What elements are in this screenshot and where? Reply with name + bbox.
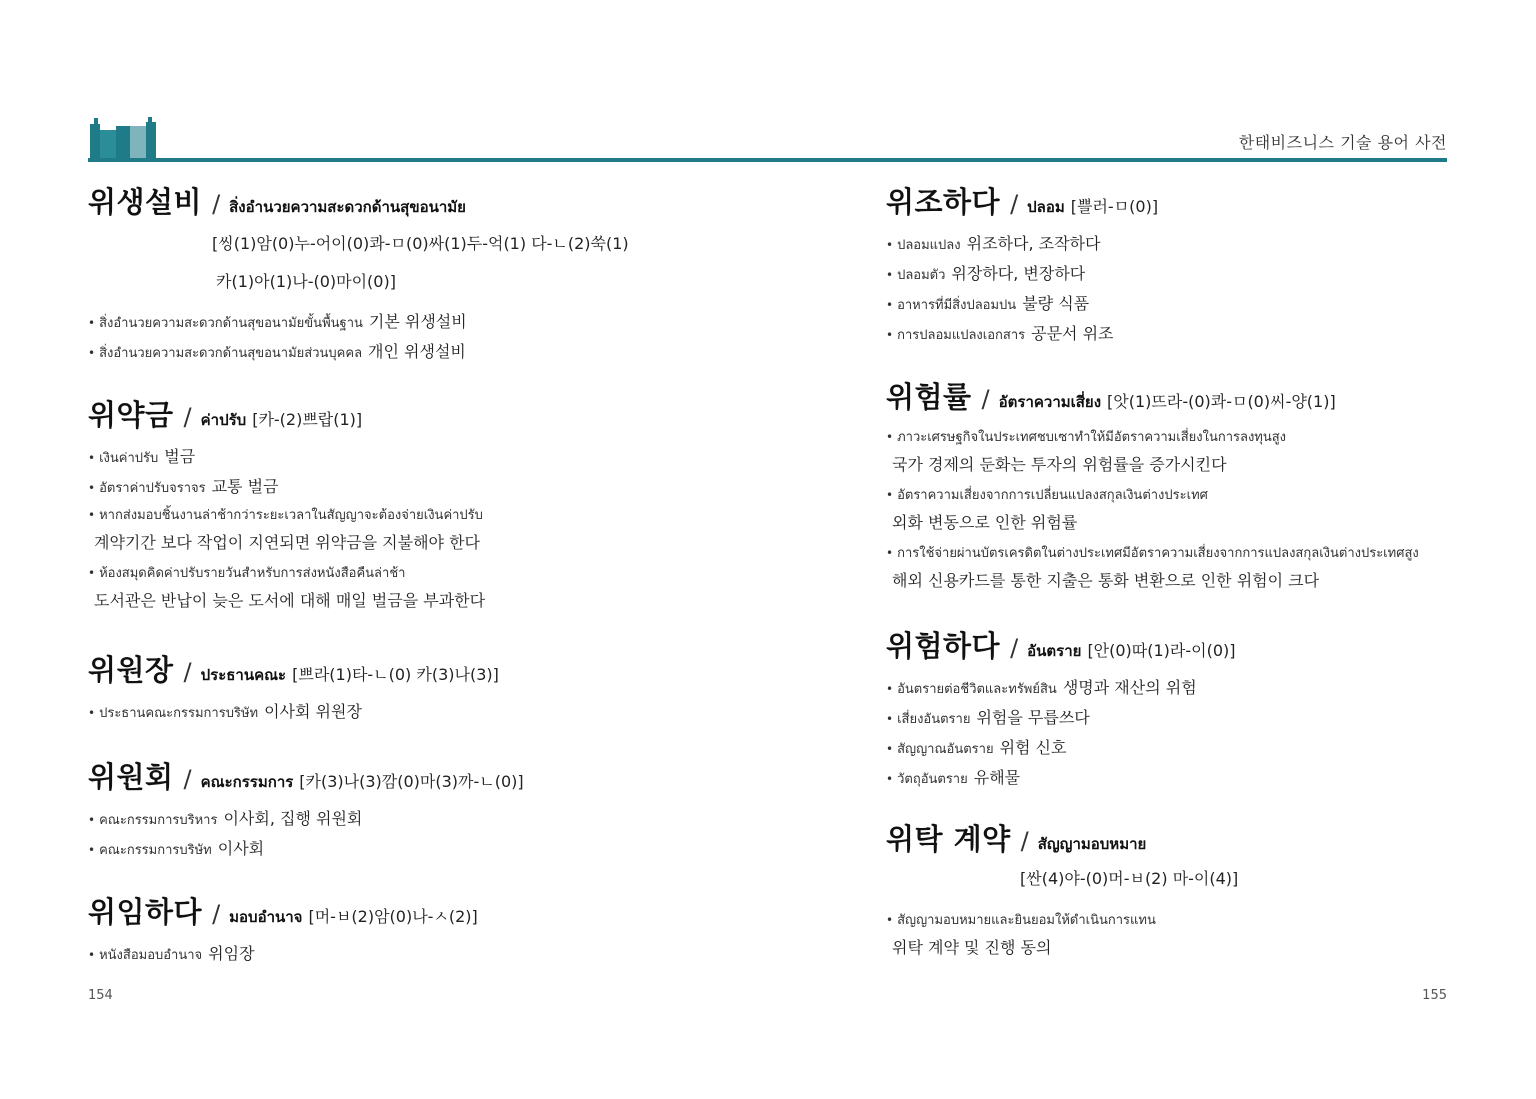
headword: 위생설비 xyxy=(88,185,203,219)
example-korean: 도서관은 반납이 늦은 도서에 대해 매일 벌금을 부과한다 xyxy=(94,591,486,610)
entry-head xyxy=(88,648,768,689)
example-thai: ประธานคณะกรรมการบริษัท xyxy=(99,706,259,721)
example-item: • ประธานคณะกรรมการบริษัท 이사회 위원장 xyxy=(88,699,768,729)
thai-term: มอบอำนาจ xyxy=(229,908,303,926)
example-item: • อัตราความเสี่ยงจากการเปลี่ยนแปลงสกุลเงินต่างประเทศ 외화 변동으로 인한 위험률 xyxy=(886,484,1486,542)
example-korean: 불량 식품 xyxy=(1022,294,1090,313)
example-korean: 위임장 xyxy=(208,944,255,963)
entry-wiyakgeum xyxy=(88,393,768,620)
example-item: • ห้องสมุดคิดค่าปรับรายวันสำหรับการส่งหนังสือคืนล่าช้า 도서관은 반납이 늦은 도서에 대해 매일 벌금을 부과한다 xyxy=(88,562,768,620)
example-thai: ภาวะเศรษฐกิจในประเทศชบเซาทำให้มีอัตราความเสี่ยงในการลงทุนสูง xyxy=(897,430,1287,445)
example-korean: 이사회, 집행 위원회 xyxy=(223,809,363,828)
entry-head xyxy=(886,817,1486,858)
slash-separator: / xyxy=(1020,827,1029,855)
example-item: • ปลอมตัว 위장하다, 변장하다 xyxy=(886,261,1486,291)
example-thai: หากส่งมอบชิ้นงานล่าช้ากว่าระยะเวลาในสัญญาจะต้องจ่ายเงินค่าปรับ xyxy=(99,508,483,523)
example-item: • สิ่งอำนวยความสะดวกด้านสุขอนามัยส่วนบุคคล 개인 위생설비 xyxy=(88,339,768,369)
thai-term: ปลอม xyxy=(1027,198,1065,216)
example-thai: คณะกรรมการบริหาร xyxy=(99,813,218,828)
slash-separator: / xyxy=(1010,634,1019,662)
header-rule xyxy=(88,158,1447,162)
example-korean: 위험 신호 xyxy=(999,738,1067,757)
entry-wiwonhoe xyxy=(88,755,768,866)
entry-head xyxy=(886,180,1486,221)
thai-term: คณะกรรมการ xyxy=(200,773,294,791)
example-item: • สิ่งอำนวยความสะดวกด้านสุขอนามัยขั้นพื้นฐาน 기본 위생설비 xyxy=(88,309,768,339)
pronunciation: [카-(2)쁘랍(1)] xyxy=(252,410,363,429)
example-item: • สัญญามอบหมายและยินยอมให้ดำเนินการแทน 위탁 계약 및 진행 동의 xyxy=(886,909,1486,967)
slash-separator: / xyxy=(981,385,990,413)
example-thai: สิ่งอำนวยความสะดวกด้านสุขอนามัยขั้นพื้นฐาน xyxy=(99,316,363,331)
example-item: • การปลอมแปลงเอกสาร 공문서 위조 xyxy=(886,321,1486,351)
thai-term: ประธานคณะ xyxy=(200,666,287,684)
example-korean: 교통 벌금 xyxy=(211,477,279,496)
example-korean: 국가 경제의 둔화는 투자의 위험률을 증가시킨다 xyxy=(892,455,1227,474)
headword: 위탁 계약 xyxy=(886,822,1011,856)
example-korean: 위탁 계약 및 진행 동의 xyxy=(892,938,1052,957)
example-item: • การใช้จ่ายผ่านบัตรเครดิตในต่างประเทศมีอัตราความเสี่ยงจากการแปลงสกุลเงินต่างประเทศสูง 해외 신용카드를 통한 지출은 통화 변환으로 인한 위험이 크다 xyxy=(886,542,1486,600)
right-column xyxy=(886,180,1486,967)
thai-term: สัญญามอบหมาย xyxy=(1037,835,1147,853)
entry-head xyxy=(886,624,1486,665)
example-korean: 벌금 xyxy=(164,447,196,466)
pronunciation-continued: 카(1)아(1)나-(0)마이(0)] xyxy=(216,272,396,291)
page-number-right: 155 xyxy=(1422,988,1447,1003)
thai-term: อันตราย xyxy=(1027,642,1082,660)
entry-wiimhada xyxy=(88,890,768,971)
example-thai: สัญญามอบหมายและยินยอมให้ดำเนินการแทน xyxy=(897,913,1156,928)
headword: 위조하다 xyxy=(886,185,1001,219)
thai-term: ค่าปรับ xyxy=(200,411,247,429)
entry-head xyxy=(88,393,768,434)
example-item: • สัญญาณอันตราย 위험 신호 xyxy=(886,735,1486,765)
example-item: • อาหารที่มีสิ่งปลอมปน 불량 식품 xyxy=(886,291,1486,321)
page-number-left: 154 xyxy=(88,988,113,1003)
headword: 위험률 xyxy=(886,380,972,414)
example-thai: เสี่ยงอันตราย xyxy=(897,712,971,727)
example-item: • เสี่ยงอันตราย 위험을 무릅쓰다 xyxy=(886,705,1486,735)
pronunciation: [쁠러-ㅁ(0)] xyxy=(1070,197,1159,216)
page-header xyxy=(88,116,1447,164)
headword: 위원장 xyxy=(88,653,174,687)
example-korean: 외화 변동으로 인한 위험률 xyxy=(892,513,1078,532)
example-thai: อัตราค่าปรับจราจร xyxy=(99,481,206,496)
thai-term: อัตราความเสี่ยง xyxy=(998,393,1102,411)
example-thai: วัตถุอันตราย xyxy=(897,772,968,787)
pronunciation: [싼(4)야-(0)머-ㅂ(2) 마-이(4)] xyxy=(1020,869,1239,888)
example-thai: อัตราความเสี่ยงจากการเปลี่ยนแปลงสกุลเงินต่างประเทศ xyxy=(897,488,1208,503)
example-item: • เงินค่าปรับ 벌금 xyxy=(88,444,768,474)
entry-head xyxy=(886,375,1486,416)
example-item: • อัตราค่าปรับจราจร 교통 벌금 xyxy=(88,474,768,504)
example-thai: อาหารที่มีสิ่งปลอมปน xyxy=(897,298,1017,313)
entry-head xyxy=(88,180,768,221)
entry-wiwonjang xyxy=(88,648,768,729)
example-korean: 해외 신용카드를 통한 지출은 통화 변환으로 인한 위험이 크다 xyxy=(892,571,1320,590)
pronunciation: [씽(1)암(0)누-어이(0)콰-ㅁ(0)싸(1)두-억(1) 다-ㄴ(2)쑥(1) xyxy=(212,234,629,253)
entry-head xyxy=(88,755,768,796)
example-thai: ปลอมแปลง xyxy=(897,238,961,253)
entry-witak-gyeyak xyxy=(886,817,1486,967)
entry-wiheomhada xyxy=(886,624,1486,795)
example-item: • อันตรายต่อชีวิตและทรัพย์สิน 생명과 재산의 위험 xyxy=(886,675,1486,705)
example-korean: 위험을 무릅쓰다 xyxy=(976,708,1090,727)
example-korean: 이사회 위원장 xyxy=(264,702,362,721)
example-thai: ห้องสมุดคิดค่าปรับรายวันสำหรับการส่งหนังสือคืนล่าช้า xyxy=(99,566,406,581)
entry-head xyxy=(88,890,768,931)
example-korean: 생명과 재산의 위험 xyxy=(1062,678,1197,697)
example-item: • ปลอมแปลง 위조하다, 조작하다 xyxy=(886,231,1486,261)
example-item: • ภาวะเศรษฐกิจในประเทศชบเซาทำให้มีอัตราความเสี่ยงในการลงทุนสูง 국가 경제의 둔화는 투자의 위험률을 증가시킨다 xyxy=(886,426,1486,484)
thai-term: สิ่งอำนวยความสะดวกด้านสุขอนามัย xyxy=(229,198,466,216)
pronunciation: [쁘라(1)타-ㄴ(0) 카(3)나(3)] xyxy=(292,665,499,684)
slash-separator: / xyxy=(212,190,221,218)
example-item: • คณะกรรมการบริษัท 이사회 xyxy=(88,836,768,866)
pronunciation: [카(3)나(3)깜(0)마(3)까-ㄴ(0)] xyxy=(299,772,524,791)
example-korean: 계약기간 보다 작업이 지연되면 위약금을 지불해야 한다 xyxy=(94,533,481,552)
entry-wijohada xyxy=(886,180,1486,351)
example-item: • คณะกรรมการบริหาร 이사회, 집행 위원회 xyxy=(88,806,768,836)
example-item: • หากส่งมอบชิ้นงานล่าช้ากว่าระยะเวลาในสัญญาจะต้องจ่ายเงินค่าปรับ 계약기간 보다 작업이 지연되면 위약금을 지불해야 한다 xyxy=(88,504,768,562)
slash-separator: / xyxy=(183,658,192,686)
slash-separator: / xyxy=(183,765,192,793)
slash-separator: / xyxy=(212,900,221,928)
headword: 위임하다 xyxy=(88,895,203,929)
pronunciation: [안(0)따(1)라-이(0)] xyxy=(1087,641,1236,660)
pronunciation: [머-ㅂ(2)암(0)나-ㅅ(2)] xyxy=(308,907,478,926)
example-item: • วัตถุอันตราย 유해물 xyxy=(886,765,1486,795)
example-thai: สิ่งอำนวยความสะดวกด้านสุขอนามัยส่วนบุคคล xyxy=(99,346,363,361)
book-title: 한태비즈니스 기술 용어 사전 xyxy=(1238,133,1447,152)
entry-wiheomnyul xyxy=(886,375,1486,600)
headword: 위험하다 xyxy=(886,629,1001,663)
example-korean: 개인 위생설비 xyxy=(368,342,466,361)
entry-wisaengseolbi xyxy=(88,180,768,369)
example-thai: คณะกรรมการบริษัท xyxy=(99,843,212,858)
example-thai: ปลอมตัว xyxy=(897,268,946,283)
example-korean: 위장하다, 변장하다 xyxy=(951,264,1086,283)
pronunciation: [앗(1)뜨라-(0)콰-ㅁ(0)씨-양(1)] xyxy=(1107,392,1336,411)
headword: 위약금 xyxy=(88,398,174,432)
example-thai: อันตรายต่อชีวิตและทรัพย์สิน xyxy=(897,682,1057,697)
example-thai: สัญญาณอันตราย xyxy=(897,742,994,757)
example-korean: 위조하다, 조작하다 xyxy=(966,234,1101,253)
example-item: • หนังสือมอบอำนาจ 위임장 xyxy=(88,941,768,971)
book-logo-icon xyxy=(88,116,160,162)
example-thai: หนังสือมอบอำนาจ xyxy=(99,948,203,963)
example-thai: การใช้จ่ายผ่านบัตรเครดิตในต่างประเทศมีอัตราความเสี่ยงจากการแปลงสกุลเงินต่างประเทศสูง xyxy=(897,546,1419,561)
example-thai: การปลอมแปลงเอกสาร xyxy=(897,328,1026,343)
slash-separator: / xyxy=(183,403,192,431)
example-korean: 기본 위생설비 xyxy=(368,312,467,331)
example-korean: 공문서 위조 xyxy=(1031,324,1114,343)
left-column xyxy=(88,180,768,971)
example-korean: 이사회 xyxy=(217,839,265,858)
example-thai: เงินค่าปรับ xyxy=(99,451,159,466)
slash-separator: / xyxy=(1010,190,1019,218)
headword: 위원회 xyxy=(88,760,174,794)
example-korean: 유해물 xyxy=(973,768,1021,787)
